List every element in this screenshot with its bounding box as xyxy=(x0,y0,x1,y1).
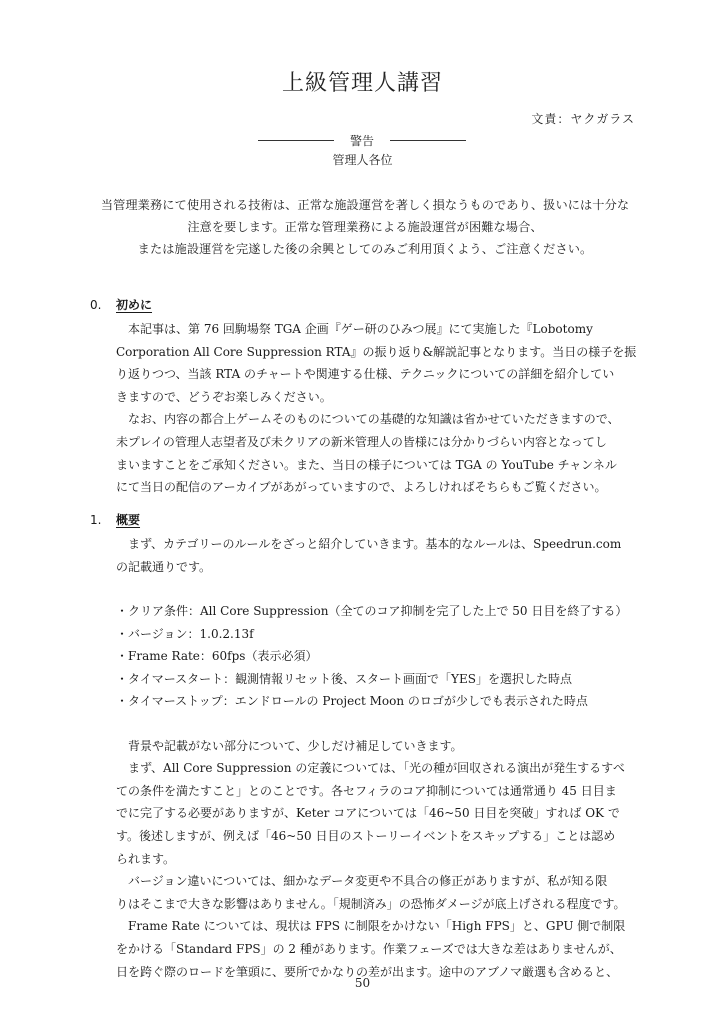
warning-notice xyxy=(80,194,650,260)
text-line: Corporation All Core Suppression RTA』の振り返り&解説記事となります。当日の様子を振 xyxy=(116,344,637,359)
warning-header xyxy=(258,132,466,148)
document-title: 上級管理人講習 xyxy=(281,71,443,96)
text-line: り返りつつ、当該 RTA のチャートや関連する仕様、テクニックについての詳細を紹介してい xyxy=(116,367,615,382)
section-heading xyxy=(90,296,638,318)
rule-item: ・Frame Rate：60fps（表示必須） xyxy=(116,649,318,664)
paragraph xyxy=(90,533,638,578)
rule-item: ・バージョン：1.0.2.13f xyxy=(116,626,254,641)
divider-left xyxy=(258,140,334,141)
section-title: 概要 xyxy=(116,513,141,527)
text-line: 背景や記載がない部分について、少しだけ補足していきます。 xyxy=(128,738,463,753)
text-line: バージョン違いについては、細かなデータ変更や不具合の修正がありますが、私が知る限 xyxy=(128,874,608,889)
section-number: 1. xyxy=(90,513,102,527)
section-number: 0. xyxy=(90,298,102,312)
section-introduction xyxy=(90,296,638,499)
text-line: Frame Rate については、現状は FPS に制限をかけない「High FPS」と、GPU 側で制限 xyxy=(128,919,626,934)
text-line: でに完了する必要がありますが、Keter コアについては「46~50 日目を突破」すれば OK で xyxy=(116,806,620,821)
text-line: ての条件を満たすこと」とのことです。各セフィラのコア抑制については通常通り 45 日目ま xyxy=(116,783,617,798)
page-number: 50 xyxy=(354,976,371,990)
text-line: す。後述しますが、例えば「46~50 日目のストーリーイベントをスキップする」ことは認め xyxy=(116,829,616,844)
addressee: 管理人各位 xyxy=(332,153,393,167)
text-line: まず、カテゴリーのルールをざっと紹介していきます。基本的なルールは、Speedrun.com xyxy=(128,537,622,551)
text-line: の記載通りです。 xyxy=(116,559,212,574)
section-title: 初めに xyxy=(116,298,153,312)
section-heading xyxy=(90,511,638,533)
author-credit: 文責：ヤクガラス xyxy=(531,112,635,126)
text-line: にて当日の配信のアーカイブがあがっていますので、よろしければそちらもご覧ください。 xyxy=(116,480,607,495)
text-line: まず、All Core Suppression の定義については、「光の種が回収される演出が発生するすべ xyxy=(128,761,625,776)
text-line: 日を跨ぐ際のロードを筆頭に、要所でかなりの差が出ます。途中のアブノマ厳選も含めると、 xyxy=(116,964,619,979)
notice-line: 当管理業務にて使用される技術は、正常な施設運営を著しく損なうものであり、扱いには十分な xyxy=(100,198,630,212)
paragraph xyxy=(90,318,638,499)
text-line: 未プレイの管理人志望者及び未クリアの新米管理人の皆様には分かりづらい内容となってし xyxy=(116,434,607,449)
section-overview xyxy=(90,511,638,983)
notice-line: 注意を要します。正常な管理業務による施設運営が困難な場合、 xyxy=(187,220,543,234)
text-line: なお、内容の都合上ゲームそのものについての基礎的な知識は省かせていただきますので、 xyxy=(128,412,620,427)
warning-label: 警告 xyxy=(349,133,374,148)
rule-item: ・クリア条件：All Core Suppression（全てのコア抑制を完了した上で 50 日目を終了する） xyxy=(116,604,628,619)
rule-item: ・タイマーストップ：エンドロールの Project Moon のロゴが少しでも表示された時点 xyxy=(116,694,588,709)
text-line: 本記事は、第 76 回駒場祭 TGA 企画『ゲー研のひみつ展』にて実施した『Lobotomy xyxy=(128,322,593,336)
text-line: られます。 xyxy=(116,851,176,866)
text-line: きますので、どうぞお楽しみください。 xyxy=(116,389,332,404)
notice-line: または施設運営を完遂した後の余興としてのみご利用頂くよう、ご注意ください。 xyxy=(137,242,593,256)
text-line: りはそこまで大きな影響はありません。「規制済み」の恐怖ダメージが底上げされる程度です。 xyxy=(116,896,626,911)
rules-list xyxy=(90,600,638,713)
paragraph xyxy=(90,735,638,984)
text-line: をかける「Standard FPS」の 2 種があります。作業フェーズでは大きな差はありませんが、 xyxy=(116,942,622,957)
rule-item: ・タイマースタート：観測情報リセット後、スタート画面で「YES」を選択した時点 xyxy=(116,671,572,686)
text-line: まいますことをご承知ください。また、当日の様子については TGA の YouTube チャンネル xyxy=(116,457,617,472)
divider-right xyxy=(390,140,466,141)
